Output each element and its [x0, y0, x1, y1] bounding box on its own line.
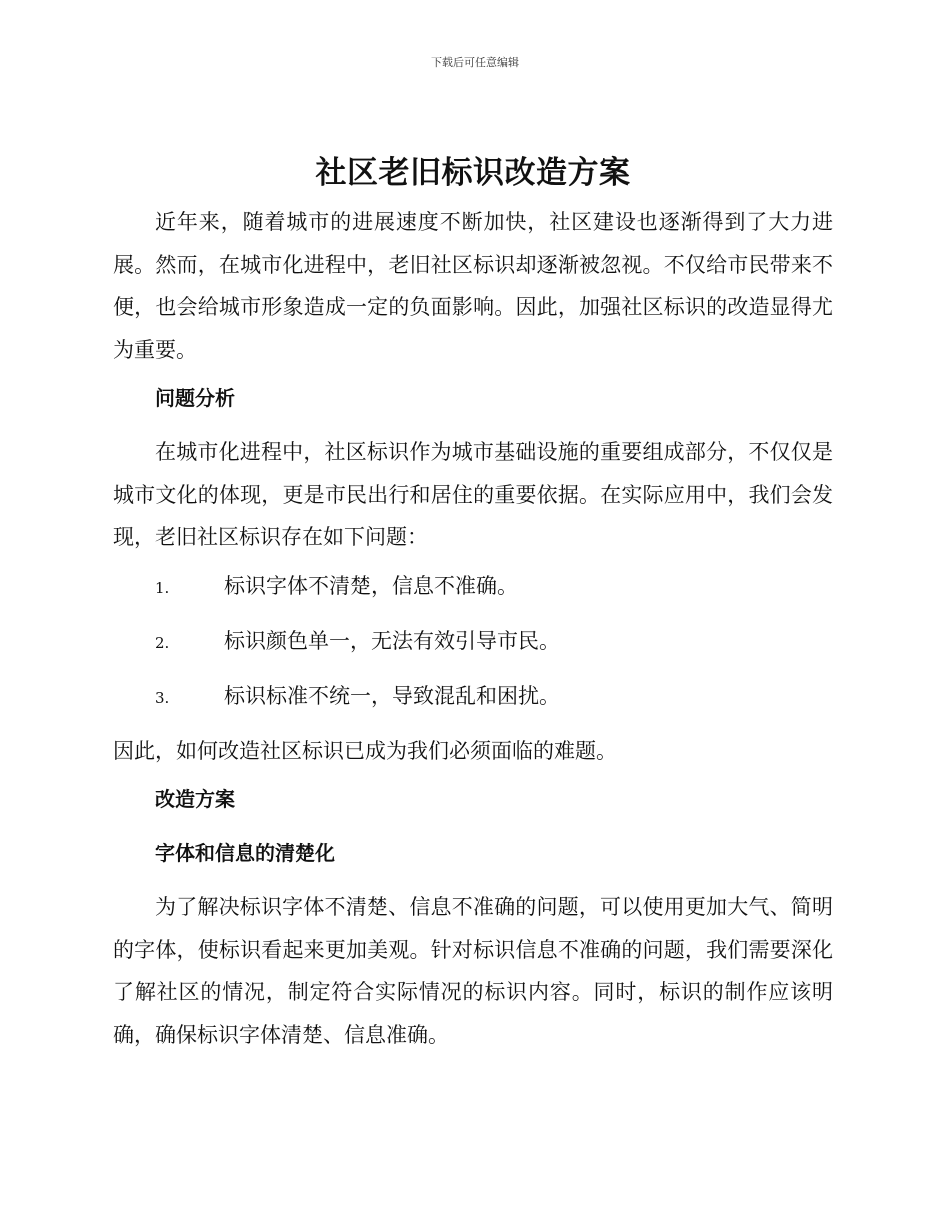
section-heading-renovation-plan: 改造方案: [155, 787, 235, 811]
subsection-heading-font-clarity: 字体和信息的清楚化: [155, 841, 335, 865]
font-clarity-paragraph: 为了解决标识字体不清楚、信息不准确的问题，可以使用更加大气、简明的字体，使标识看起来更加美观。针对标识信息不准确的问题，我们需要深化了解社区的情况，制定符合实际情况的标识内容。同时，标识的制作应该明确，确保标识字体清楚、信息准确。: [113, 895, 833, 1047]
problem-conclusion: 因此，如何改造社区标识已成为我们必须面临的难题。: [113, 738, 617, 763]
section-heading-problem-analysis: 问题分析: [155, 386, 235, 410]
list-item-text: 标识颜色单一，无法有效引导市民。: [224, 628, 560, 653]
list-item-number: 1.: [155, 578, 170, 597]
problem-list: [113, 565, 833, 717]
list-item: [113, 565, 833, 607]
list-item-number: 2.: [155, 633, 170, 652]
list-item-text: 标识标准不统一，导致混乱和困扰。: [224, 683, 560, 708]
document-body: [113, 145, 833, 1062]
list-item: [113, 620, 833, 662]
problem-paragraph: 在城市化进程中，社区标识作为城市基础设施的重要组成部分，不仅仅是城市文化的体现，更是市民出行和居住的重要依据。在实际应用中，我们会发现，老旧社区标识存在如下问题：: [113, 440, 833, 549]
document-title: 社区老旧标识改造方案: [315, 155, 631, 191]
page-header-note: 下载后可任意编辑: [431, 56, 519, 69]
intro-paragraph: 近年来，随着城市的进展速度不断加快，社区建设也逐渐得到了大力进展。然而，在城市化进程中，老旧社区标识却逐渐被忽视。不仅给市民带来不便，也会给城市形象造成一定的负面影响。因此，加强社区标识的改造显得尤为重要。: [113, 210, 833, 362]
list-item: [113, 675, 833, 717]
list-item-text: 标识字体不清楚，信息不准确。: [224, 573, 518, 598]
list-item-number: 3.: [155, 688, 170, 707]
